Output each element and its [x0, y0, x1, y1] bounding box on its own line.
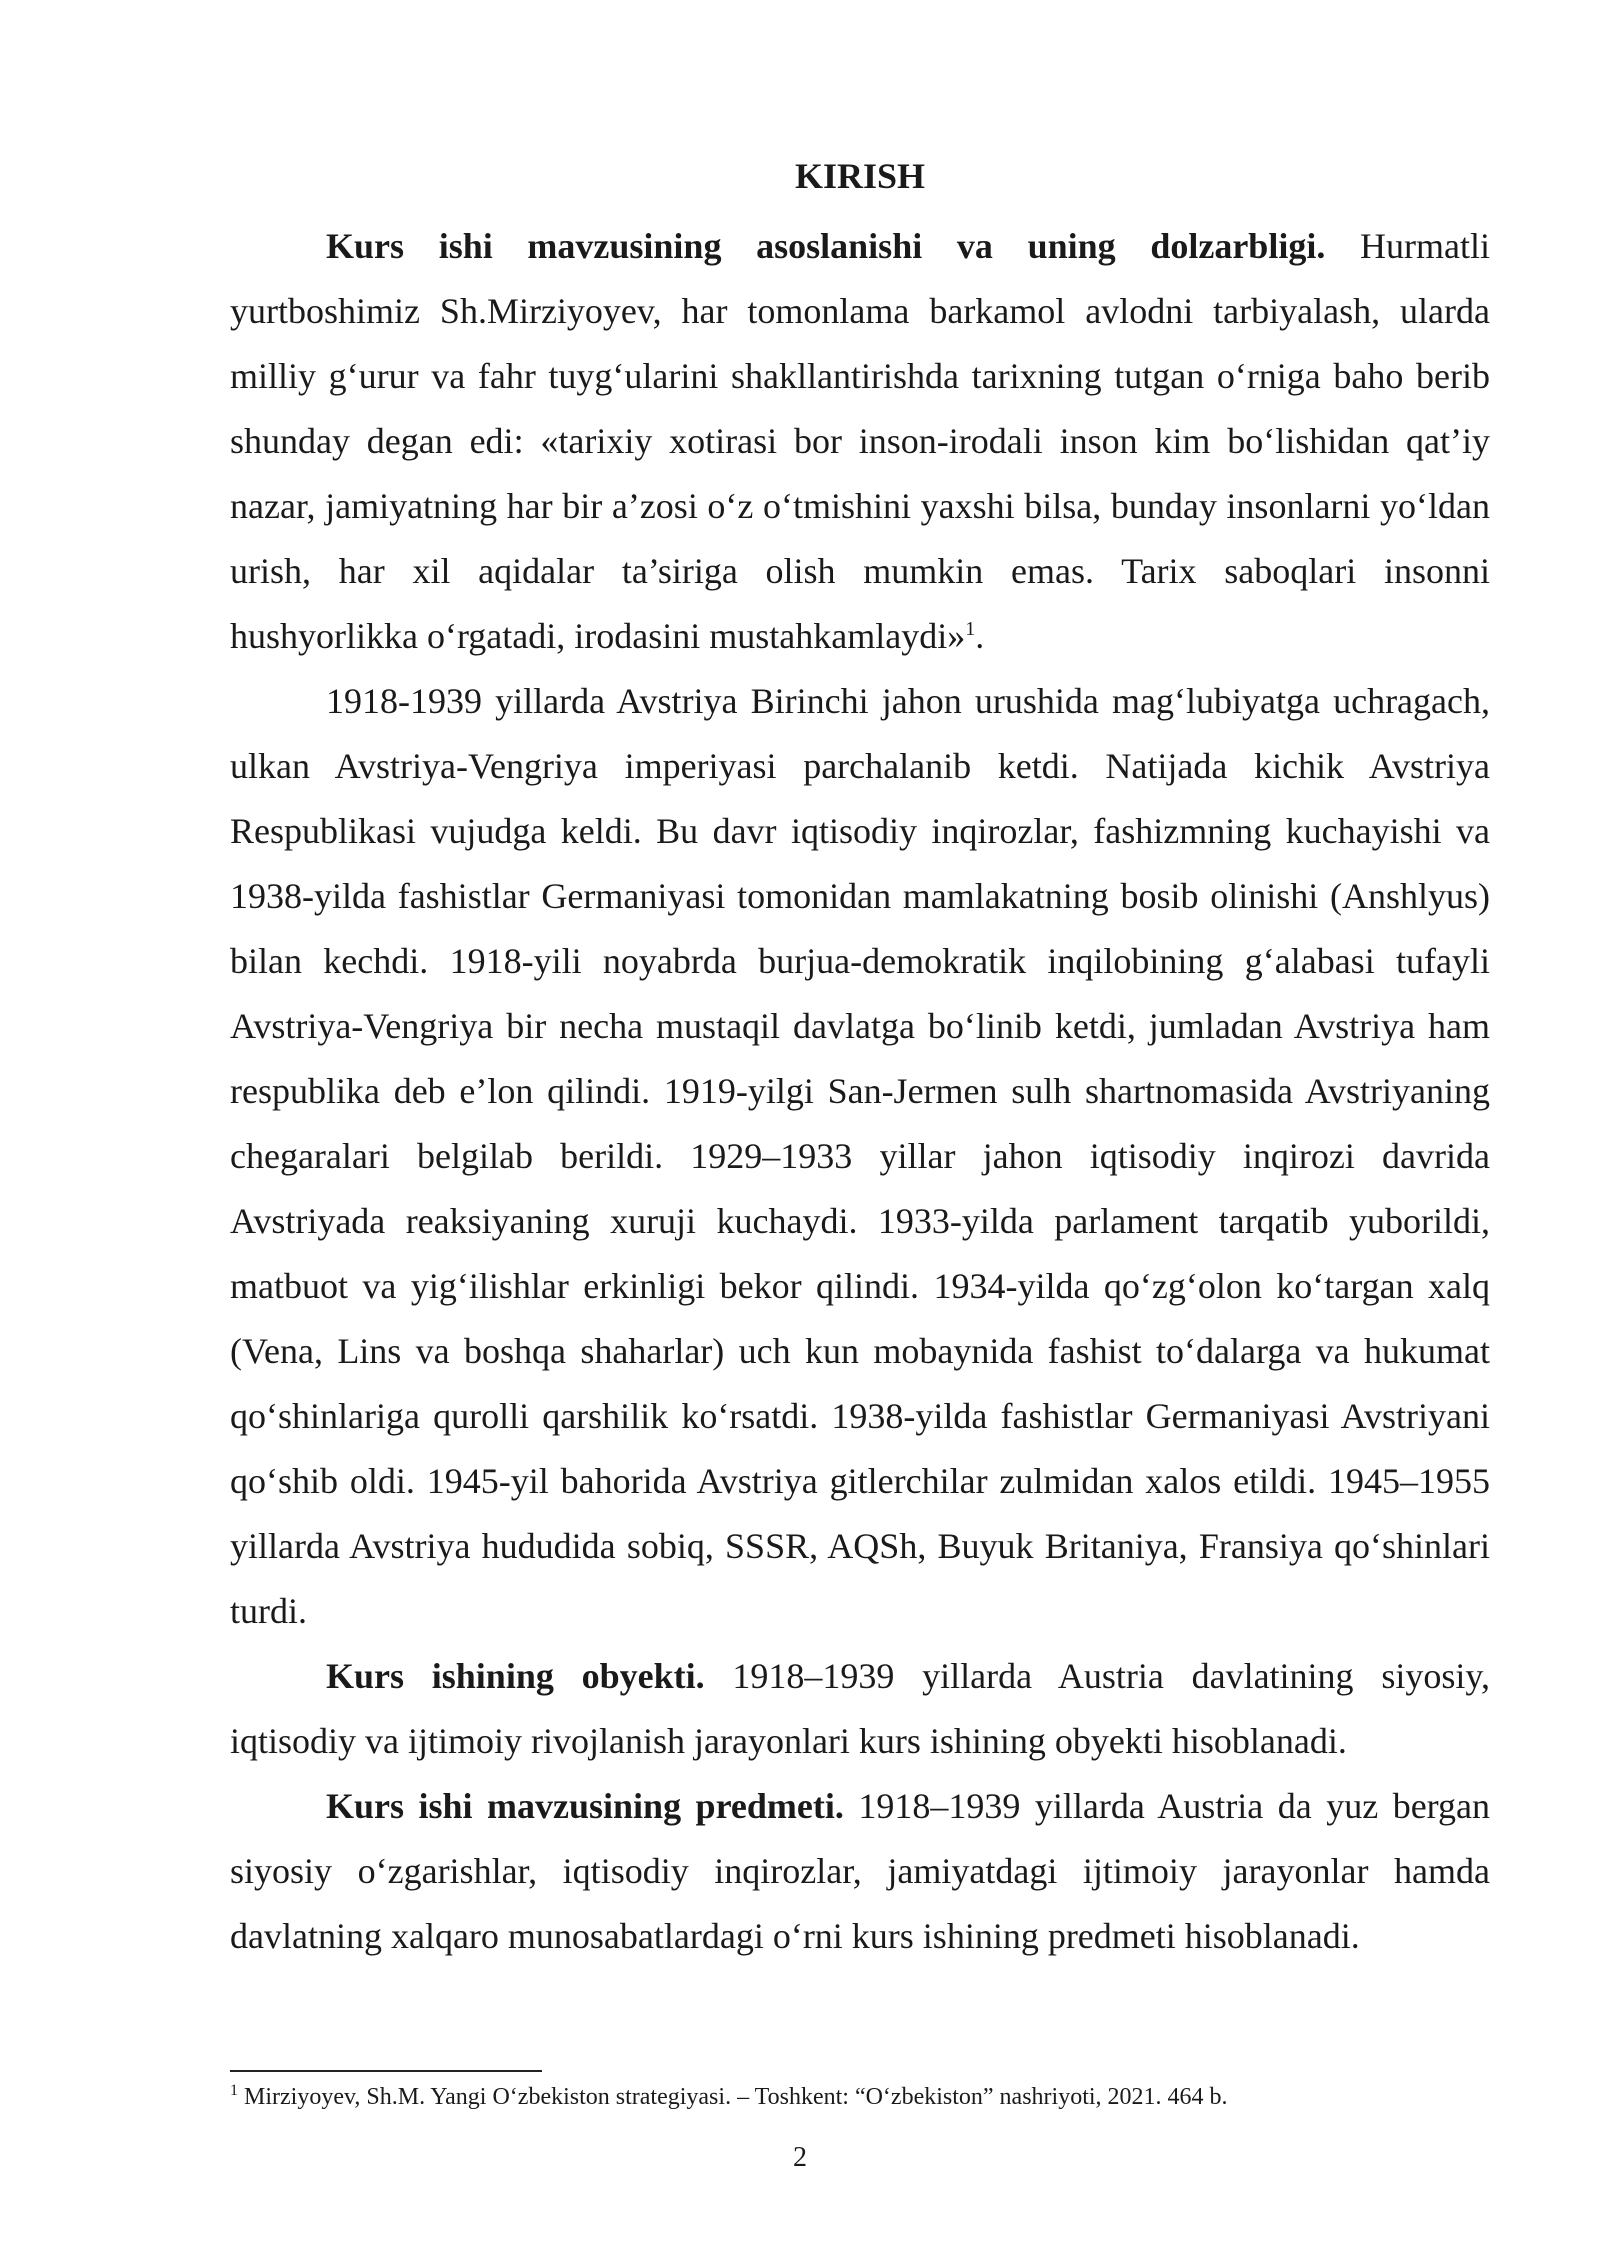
- footnote: [230, 2080, 1490, 2114]
- paragraph-object: [230, 1644, 1490, 1774]
- paragraph-lead: Kurs ishi mavzusining predmeti.: [326, 1786, 844, 1826]
- footnote-divider: [230, 2070, 542, 2072]
- paragraph-text: Hurmatli yurtboshimiz Sh.Mirziyoyev, har tomonlama barkamol avlodni tarbiyalash, ularda milliy g‘urur va fahr tuyg‘ularini shakllantirishda tarixning tutgan o‘rniga baho berib shunday degan edi: «tarixiy xotirasi bor inson-irodali inson kim bo‘lishidan qat’iy nazar, jamiyatning har bir a’zosi o‘z o‘tmishini yaxshi bilsa, bunday insonlarni yo‘ldan urish, har xil aqidalar ta’siriga olish mumkin emas. Tarix saboqlari insonni hushyorlikka o‘rgatadi, irodasini mustahkamlaydi»: [230, 226, 1490, 656]
- paragraph-text: 1918-1939 yillarda Avstriya Birinchi jahon urushida mag‘lubiyatga uchragach, ulkan Avstriya-Vengriya imperiyasi parchalanib ketdi. Natijada kichik Avstriya Respublikasi vujudga keldi. Bu davr iqtisodiy inqirozlar, fashizmning kuchayishi va 1938-yilda fashistlar Germaniyasi tomonidan mamlakatning bosib olinishi (Anshlyus) bilan kechdi. 1918-yili noyabrda burjua-demokratik inqilobining g‘alabasi tufayli Avstriya-Vengriya bir necha mustaqil davlatga bo‘linib ketdi, jumladan Avstriya ham respublika deb e’lon qilindi. 1919-yilgi San-Jermen sulh shartnomasida Avstriyaning chegaralari belgilab berildi. 1929–1933 yillar jahon iqtisodiy inqirozi davrida Avstriyada reaksiyaning xuruji kuchaydi. 1933-yilda parlament tarqatib yuborildi, matbuot va yig‘ilishlar erkinligi bekor qilindi. 1934-yilda qo‘zg‘olon ko‘targan xalq (Vena, Lins va boshqa shaharlar) uch kun mobaynida fashist to‘dalarga va hukumat qo‘shinlariga qurolli qarshilik ko‘rsatdi. 1938-yilda fashistlar Germaniyasi Avstriyani qo‘shib oldi. 1945-yil bahorida Avstriya gitlerchilar zulmidan xalos etildi. 1945–1955 yillarda Avstriya hududida sobiq, SSSR, AQSh, Buyuk Britaniya, Fransiya qo‘shinlari turdi.: [230, 681, 1490, 1631]
- footnote-reference[interactable]: 1: [965, 618, 976, 640]
- page-number: 2: [793, 2142, 807, 2173]
- paragraph-text: 1918–1939 yillarda Austria da yuz bergan siyosiy o‘zgarishlar, iqtisodiy inqirozlar, jamiyatdagi ijtimoiy jarayonlar hamda davlatning xalqaro munosabatlardagi o‘rni kurs ishining predmeti hisoblanadi.: [230, 1786, 1490, 1956]
- paragraph-lead: Kurs ishi mavzusining asoslanishi va uning dolzarbligi.: [326, 226, 1326, 266]
- page-body: [230, 150, 1490, 1969]
- paragraph-text: 1918–1939 yillarda Austria davlatining siyosiy, iqtisodiy va ijtimoiy rivojlanish jarayonlari kurs ishining obyekti hisoblanadi.: [230, 1656, 1491, 1761]
- paragraph-tail: .: [975, 616, 985, 656]
- paragraph-history: [230, 669, 1490, 1644]
- paragraph-relevance: [230, 214, 1490, 669]
- paragraph-lead: Kurs ishining obyekti.: [326, 1656, 705, 1696]
- footnote-number: 1: [230, 2082, 238, 2099]
- paragraph-subject: [230, 1774, 1490, 1969]
- page-heading: KIRISH: [794, 156, 926, 196]
- footnote-text: Mirziyoyev, Sh.M. Yangi O‘zbekiston strategiyasi. – Toshkent: “O‘zbekiston” nashriyoti, 2021. 464 b.: [238, 2084, 1228, 2110]
